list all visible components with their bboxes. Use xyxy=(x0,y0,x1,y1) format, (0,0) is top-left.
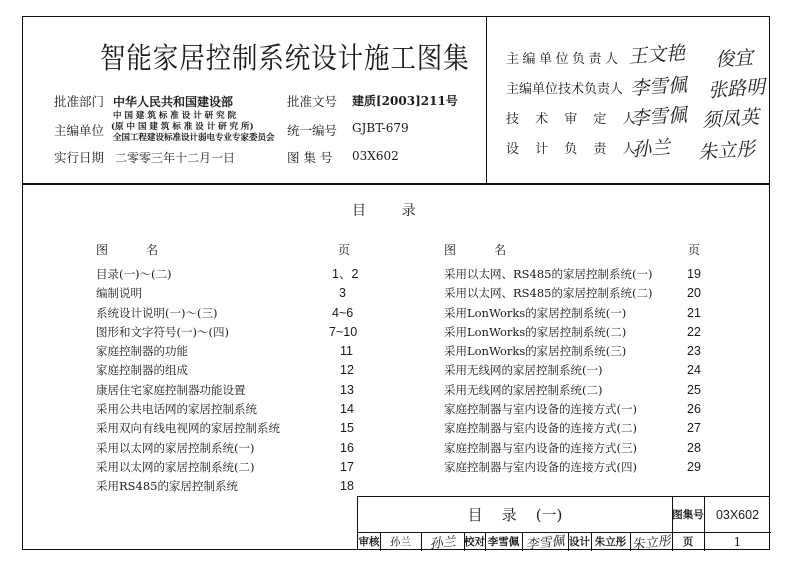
editor-unit-line-3: 全国工程建设标准设计弱电专业专家委员会 xyxy=(113,133,275,143)
signature: 孙兰 xyxy=(631,136,671,162)
toc-item[interactable] xyxy=(96,304,366,323)
toc-item-page: 1、2 xyxy=(332,267,359,281)
toc-item[interactable] xyxy=(444,400,744,419)
toc-item-page: 21 xyxy=(687,305,701,320)
toc-item[interactable] xyxy=(96,381,366,400)
signature: 王文艳 xyxy=(627,42,686,68)
toc-item-page: 25 xyxy=(687,382,701,397)
toc-item[interactable] xyxy=(444,361,744,380)
toc-item-page: 19 xyxy=(687,267,701,281)
toc-item-name: 采用公共电话网的家居控制系统 xyxy=(96,402,257,417)
toc-item-name: 系统设计说明(一)～(三) xyxy=(96,305,218,320)
atlas-number-label: 图 集 号 xyxy=(287,150,333,165)
atlas-number-value: 03X602 xyxy=(715,507,760,522)
toc-item-name: 采用无线网的家居控制系统(二) xyxy=(444,382,603,397)
design-signature: 朱立彤 xyxy=(631,533,672,553)
toc-item[interactable] xyxy=(444,342,744,361)
check-signature: 李雪佩 xyxy=(525,533,566,553)
toc-item-page: 27 xyxy=(687,421,701,436)
toc-item[interactable] xyxy=(96,439,366,458)
page-label: 页 xyxy=(682,536,694,548)
toc-item[interactable] xyxy=(96,342,366,361)
toc-item-page: 13 xyxy=(340,382,354,397)
toc-item-name: 采用以太网的家居控制系统(一) xyxy=(96,440,255,455)
toc-item-page: 22 xyxy=(687,324,701,339)
toc-item-name: 家庭控制器的功能 xyxy=(96,344,188,359)
toc-item-name: 编制说明 xyxy=(96,286,142,301)
toc-item-name: 采用LonWorks的家居控制系统(三) xyxy=(444,344,627,359)
toc-item[interactable] xyxy=(444,323,744,342)
check-label: 校对 xyxy=(464,536,485,548)
toc-item-name: 家庭控制器与室内设备的连接方式(二) xyxy=(444,421,637,436)
toc-item-page: 26 xyxy=(687,402,701,417)
header-vertical-divider xyxy=(486,16,487,184)
signature: 李雪佩 xyxy=(629,74,688,100)
unified-number-value: GJBT-679 xyxy=(352,121,409,135)
atlas-number-value: 03X602 xyxy=(352,149,399,163)
sheet-title: 目 录 (一) xyxy=(467,506,563,524)
toc-item[interactable] xyxy=(96,284,366,303)
toc-item-name: 目录(一)～(二) xyxy=(96,267,172,281)
toc-left-col-page-header: 页 xyxy=(338,243,351,257)
toc-item-page: 17 xyxy=(340,459,354,474)
toc-item[interactable] xyxy=(444,284,744,303)
approval-dept-label: 批准部门 xyxy=(54,94,105,109)
chief-unit-leader-label: 主编单位负责人 xyxy=(506,52,622,67)
tech-reviewer-label: 技 术 审 定 人 xyxy=(506,112,642,127)
toc-item-page: 24 xyxy=(687,363,701,378)
toc-item-name: 家庭控制器与室内设备的连接方式(四) xyxy=(444,459,637,474)
toc-item[interactable] xyxy=(444,458,744,477)
signature: 俊宜 xyxy=(714,46,754,72)
unified-number-label: 统一编号 xyxy=(287,123,338,138)
toc-item[interactable] xyxy=(96,323,366,342)
design-label: 设计 xyxy=(569,536,590,548)
signature: 须凤英 xyxy=(701,106,760,132)
toc-item-name: 采用双向有线电视网的家居控制系统 xyxy=(96,421,280,436)
toc-item-page: 12 xyxy=(340,363,354,378)
toc-right-col-name-header: 图 名 xyxy=(444,243,507,257)
toc-heading: 目 录 xyxy=(352,203,416,219)
toc-item-page: 20 xyxy=(687,286,701,301)
design-leader-label: 设 计 负 责 人 xyxy=(506,142,642,157)
approval-doc-value: 建质[2003]211号 xyxy=(352,94,458,108)
toc-item[interactable] xyxy=(444,419,744,438)
toc-right-col-page-header: 页 xyxy=(688,243,701,257)
toc-right-list xyxy=(444,265,744,477)
toc-item-page: 7~10 xyxy=(329,324,358,339)
toc-item[interactable] xyxy=(96,400,366,419)
toc-item-name: 采用以太网的家居控制系统(二) xyxy=(96,459,255,474)
toc-item-name: 采用LonWorks的家居控制系统(一) xyxy=(444,305,627,320)
toc-item[interactable] xyxy=(96,458,366,477)
approval-doc-label: 批准文号 xyxy=(287,94,338,109)
page-value: 1 xyxy=(733,534,742,549)
toc-item-name: 采用RS485的家居控制系统 xyxy=(96,479,238,494)
atlas-number-label: 图集号 xyxy=(672,509,704,521)
editor-unit-line-2: (原 中 国 建 筑 标 准 设 计 研 究 所) xyxy=(111,122,254,132)
effective-date-label: 实行日期 xyxy=(54,150,105,165)
toc-item-name: 康居住宅家庭控制器功能设置 xyxy=(96,382,246,397)
editor-unit-line-1: 中 国 建 筑 标 准 设 计 研 究 院 xyxy=(113,111,237,121)
toc-item-name: 采用以太网、RS485的家居控制系统(一) xyxy=(444,267,653,281)
toc-item[interactable] xyxy=(444,381,744,400)
toc-item[interactable] xyxy=(96,419,366,438)
design-name: 朱立彤 xyxy=(594,536,627,548)
toc-item-name: 家庭控制器与室内设备的连接方式(三) xyxy=(444,440,637,455)
chief-unit-tech-leader-label: 主编单位技术负责人 xyxy=(506,82,624,97)
toc-item-name: 家庭控制器与室内设备的连接方式(一) xyxy=(444,402,637,417)
toc-item-name: 图形和文字符号(一)～(四) xyxy=(96,324,229,339)
header-divider xyxy=(22,183,770,185)
toc-item-page: 11 xyxy=(340,344,353,359)
toc-left-col-name-header: 图 名 xyxy=(96,243,159,257)
toc-item[interactable] xyxy=(96,265,366,284)
toc-item-name: 家庭控制器的组成 xyxy=(96,363,188,378)
toc-item-page: 4~6 xyxy=(332,305,354,320)
toc-item-page: 3 xyxy=(339,286,346,301)
toc-item-name: 采用以太网、RS485的家居控制系统(二) xyxy=(444,286,653,301)
review-name: 孙兰 xyxy=(390,536,411,548)
toc-item-page: 14 xyxy=(340,402,354,417)
title-block xyxy=(357,496,770,553)
toc-item-page: 16 xyxy=(340,440,354,455)
review-signature: 孙兰 xyxy=(428,534,457,553)
toc-item[interactable] xyxy=(444,304,744,323)
signature: 李雪佩 xyxy=(629,104,688,130)
toc-item[interactable] xyxy=(444,265,744,284)
signature: 朱立彤 xyxy=(697,138,756,164)
editor-unit-label: 主编单位 xyxy=(54,123,105,138)
toc-item[interactable] xyxy=(96,361,366,380)
review-label: 审核 xyxy=(358,536,380,548)
toc-item[interactable] xyxy=(96,477,366,496)
toc-left-list xyxy=(96,265,366,497)
effective-date-value: 二零零三年十二月一日 xyxy=(115,151,236,165)
signature: 张路明 xyxy=(707,76,766,102)
atlas-title: 智能家居控制系统设计施工图集 xyxy=(100,41,470,75)
toc-item-page: 15 xyxy=(340,421,354,436)
toc-item-name: 采用无线网的家居控制系统(一) xyxy=(444,363,603,378)
toc-item[interactable] xyxy=(444,439,744,458)
check-name: 李雪佩 xyxy=(487,536,520,548)
approval-dept-value: 中华人民共和国建设部 xyxy=(113,95,234,109)
toc-item-page: 18 xyxy=(340,479,354,494)
toc-item-name: 采用LonWorks的家居控制系统(二) xyxy=(444,324,627,339)
toc-item-page: 28 xyxy=(687,440,701,455)
toc-item-page: 23 xyxy=(687,344,701,359)
toc-item-page: 29 xyxy=(687,459,701,474)
